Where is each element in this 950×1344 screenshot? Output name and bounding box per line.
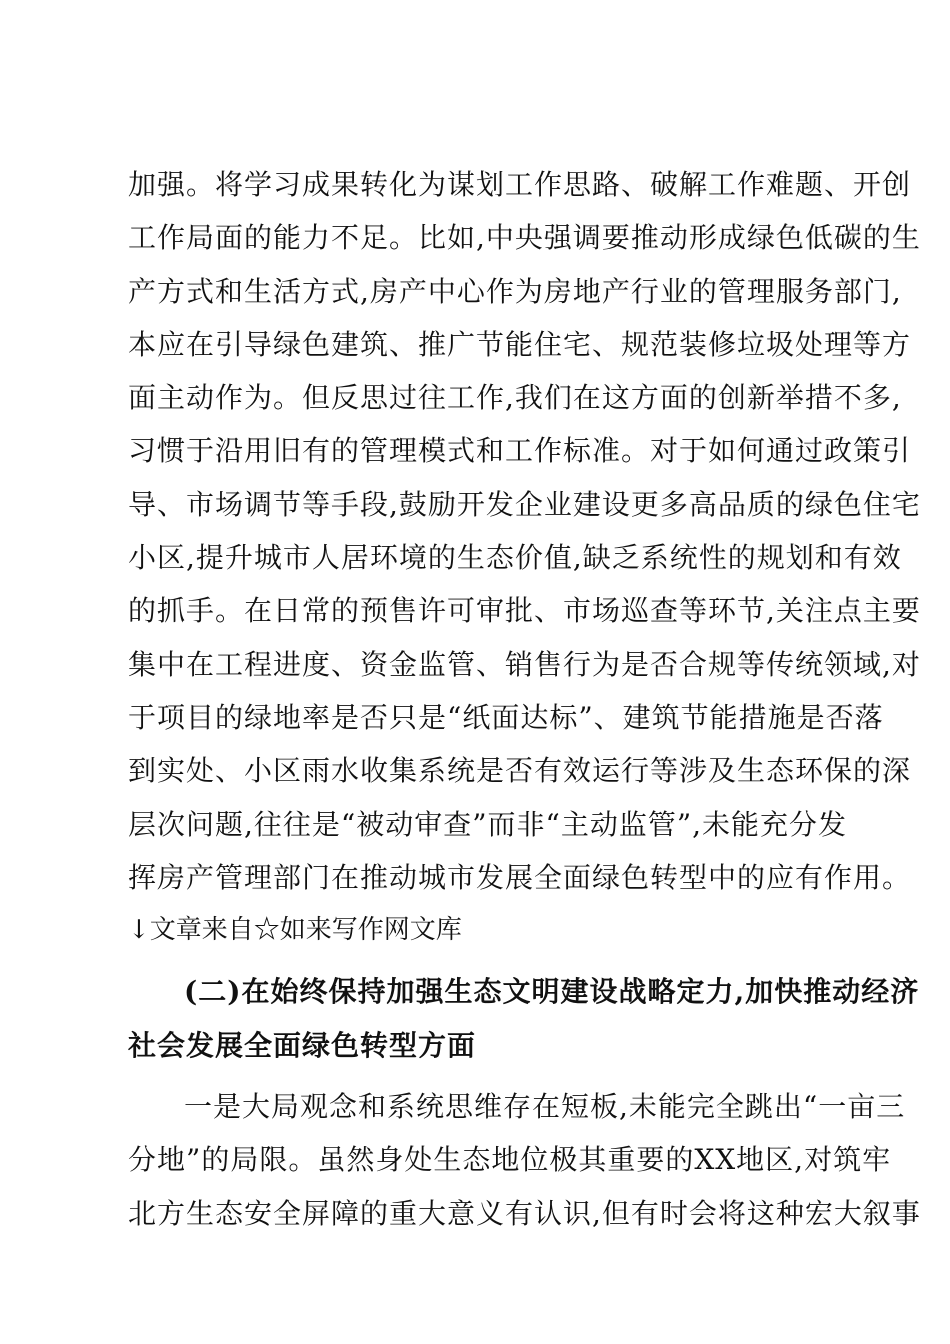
text-line: 导、市场调节等手段,鼓励开发企业建设更多高品质的绿色住宅 <box>128 487 921 521</box>
text-line: 分地”的局限。虽然身处生态地位极其重要的XX地区,对筑牢 <box>128 1143 892 1177</box>
text-line: 的抓手。在日常的预售许可审批、市场巡查等环节,关注点主要 <box>128 594 921 628</box>
text-line: 产方式和生活方式,房产中心作为房地产行业的管理服务部门, <box>128 274 902 308</box>
text-line: 到实处、小区雨水收集系统是否有效运行等涉及生态环保的深 <box>128 754 912 788</box>
text-line: 挥房产管理部门在推动城市发展全面绿色转型中的应有作用。 <box>128 860 912 894</box>
heading-line: 社会发展全面绿色转型方面 <box>128 1028 477 1062</box>
text-line: 习惯于沿用旧有的管理模式和工作标准。对于如何通过政策引 <box>128 434 912 468</box>
text-line: 小区,提升城市人居环境的生态价值,缺乏系统性的规划和有效 <box>128 541 902 575</box>
section-heading <box>128 965 920 1072</box>
document-page <box>128 158 921 1240</box>
source-note: ↓文章来自☆如来写作网文库 <box>128 915 462 946</box>
text-line: 工作局面的能力不足。比如,中央强调要推动形成绿色低碳的生 <box>128 221 921 255</box>
heading-line: (二)在始终保持加强生态文明建设战略定力,加快推动经济 <box>184 975 920 1009</box>
body-paragraph-2 <box>128 1080 921 1240</box>
text-line: 北方生态安全屏障的重大意义有认识,但有时会将这种宏大叙事 <box>128 1196 921 1230</box>
text-line: 面主动作为。但反思过往工作,我们在这方面的创新举措不多, <box>128 381 902 415</box>
text-line: 层次问题,往往是“被动审查”而非“主动监管”,未能充分发 <box>128 807 848 841</box>
text-line: 本应在引导绿色建筑、推广节能住宅、规范装修垃圾处理等方 <box>128 327 912 361</box>
text-line: 于项目的绿地率是否只是“纸面达标”、建筑节能措施是否落 <box>128 700 884 734</box>
body-paragraph-1 <box>128 158 921 904</box>
text-line: 一是大局观念和系统思维存在短板,未能完全跳出“一亩三 <box>184 1090 906 1124</box>
text-line: 集中在工程进度、资金监管、销售行为是否合规等传统领域,对 <box>128 647 921 681</box>
text-line: 加强。将学习成果转化为谋划工作思路、破解工作难题、开创 <box>128 168 912 201</box>
